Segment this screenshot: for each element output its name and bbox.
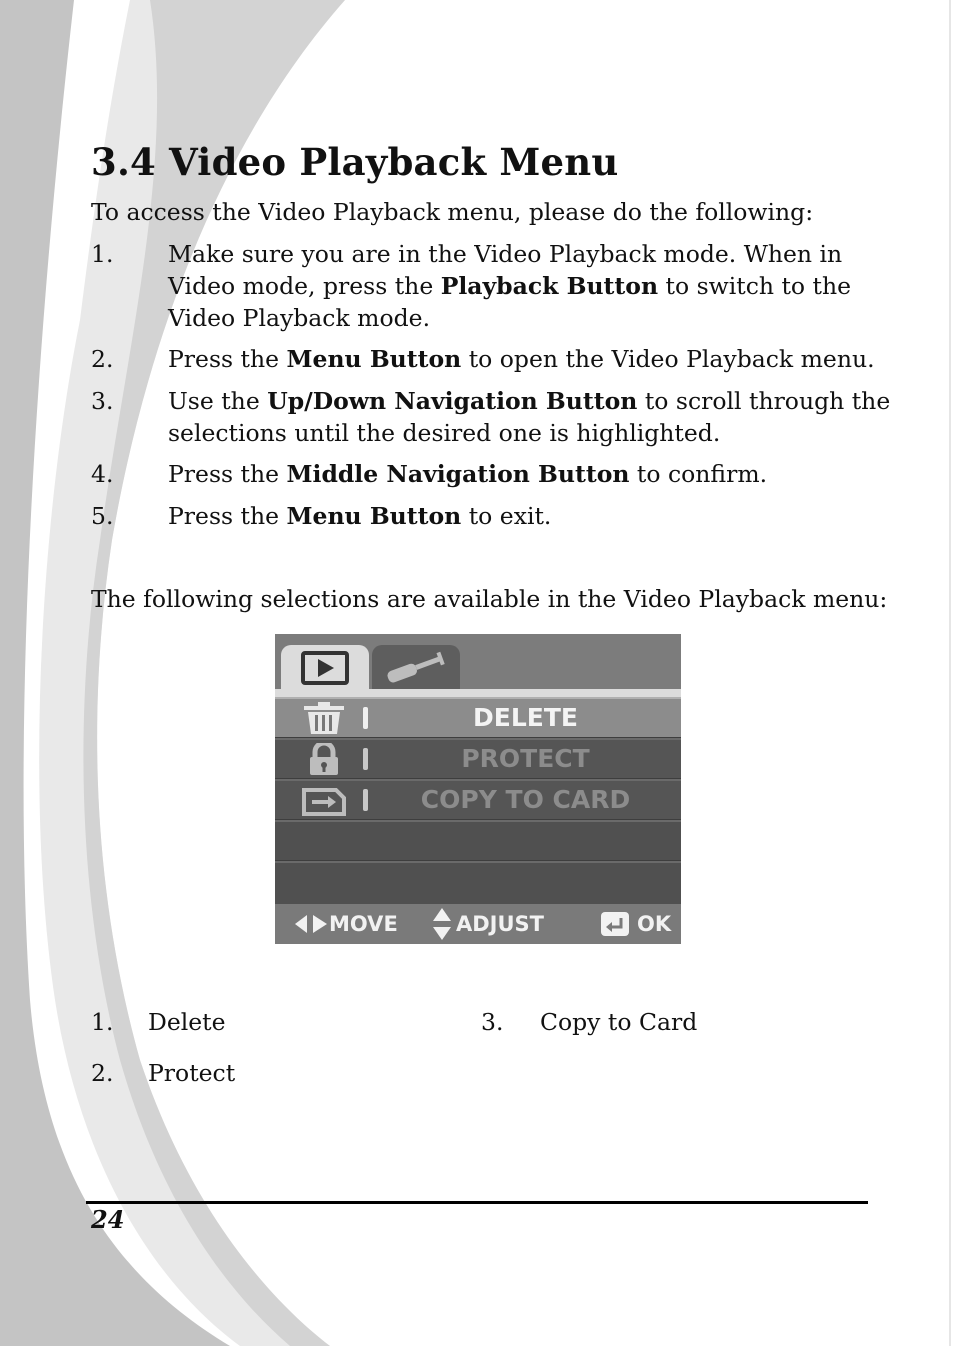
menu-screen-illustration — [275, 634, 681, 944]
option-label: Protect — [148, 1059, 236, 1087]
option-label: Copy to Card — [540, 1008, 698, 1036]
trash-icon — [302, 702, 346, 734]
empty-menu-row — [275, 861, 681, 904]
menu-item-label: PROTECT — [461, 744, 590, 773]
card-icon — [302, 784, 346, 816]
empty-menu-row — [275, 820, 681, 860]
menu-separator — [363, 748, 368, 770]
step-text-line — [168, 302, 430, 334]
step-text: to exit. — [461, 502, 552, 530]
footer-rule — [86, 1201, 868, 1204]
step-text: to switch to the — [658, 272, 852, 300]
setup-tab — [372, 645, 460, 689]
step-text: Video Playback mode. — [168, 304, 431, 332]
step-text: to scroll through the — [637, 387, 891, 415]
play-icon — [281, 645, 369, 689]
step-text: Press the — [168, 345, 287, 373]
option-number: 2. — [91, 1059, 114, 1087]
menu-separator — [363, 789, 368, 811]
playback-tab — [281, 645, 369, 689]
step-text: Make sure you are in the Video Playback mode. When in — [168, 240, 843, 268]
step-text-line — [168, 385, 890, 417]
move-hint: MOVE — [329, 912, 398, 936]
option-number: 3. — [481, 1008, 504, 1036]
step-text: Press the — [168, 460, 287, 488]
menu-item-label: COPY TO CARD — [420, 785, 631, 814]
step-text: to confirm. — [629, 460, 768, 488]
following-text: The following selections are available in the Video Playback menu: — [91, 585, 888, 613]
menu-separator — [363, 707, 368, 729]
button-name: Up/Down Navigation Button — [267, 387, 638, 415]
page-title: 3.4 Video Playback Menu — [91, 140, 619, 184]
page-number: 24 — [91, 1205, 125, 1234]
step-text-line — [168, 238, 842, 270]
step-number: 1. — [91, 240, 114, 268]
enter-icon — [601, 912, 629, 936]
option-label: Delete — [148, 1008, 226, 1036]
option-number: 1. — [91, 1008, 114, 1036]
screen-bottom-bar — [275, 904, 681, 944]
step-number: 2. — [91, 345, 114, 373]
step-text: to open the Video Playback menu. — [461, 345, 875, 373]
intro-text: To access the Video Playback menu, please do the following: — [91, 198, 814, 226]
button-name: Middle Navigation Button — [286, 460, 630, 488]
step-number: 5. — [91, 502, 114, 530]
button-name: Menu Button — [286, 502, 462, 530]
step-text-line — [168, 458, 767, 490]
adjust-hint: ADJUST — [456, 912, 544, 936]
screwdriver-icon — [372, 645, 460, 689]
menu-item-protect — [275, 738, 681, 778]
step-text: Press the — [168, 502, 287, 530]
step-text-line — [168, 500, 551, 532]
lock-icon — [302, 743, 346, 775]
menu-item-delete — [275, 697, 681, 737]
menu-item-copy-to-card — [275, 779, 681, 819]
step-number: 4. — [91, 460, 114, 488]
step-number: 3. — [91, 387, 114, 415]
left-right-arrows-icon — [295, 915, 327, 933]
step-text-line — [168, 417, 720, 449]
step-text: Video mode, press the — [168, 272, 441, 300]
step-text-line — [168, 270, 851, 302]
button-name: Menu Button — [286, 345, 462, 373]
screen-tab-bar — [275, 634, 681, 689]
step-text: selections until the desired one is highlighted. — [168, 419, 721, 447]
menu-item-label: DELETE — [473, 703, 578, 732]
step-text: Use the — [168, 387, 268, 415]
step-text-line — [168, 343, 875, 375]
ok-hint: OK — [637, 912, 672, 936]
up-down-arrows-icon — [433, 908, 451, 940]
button-name: Playback Button — [440, 272, 659, 300]
